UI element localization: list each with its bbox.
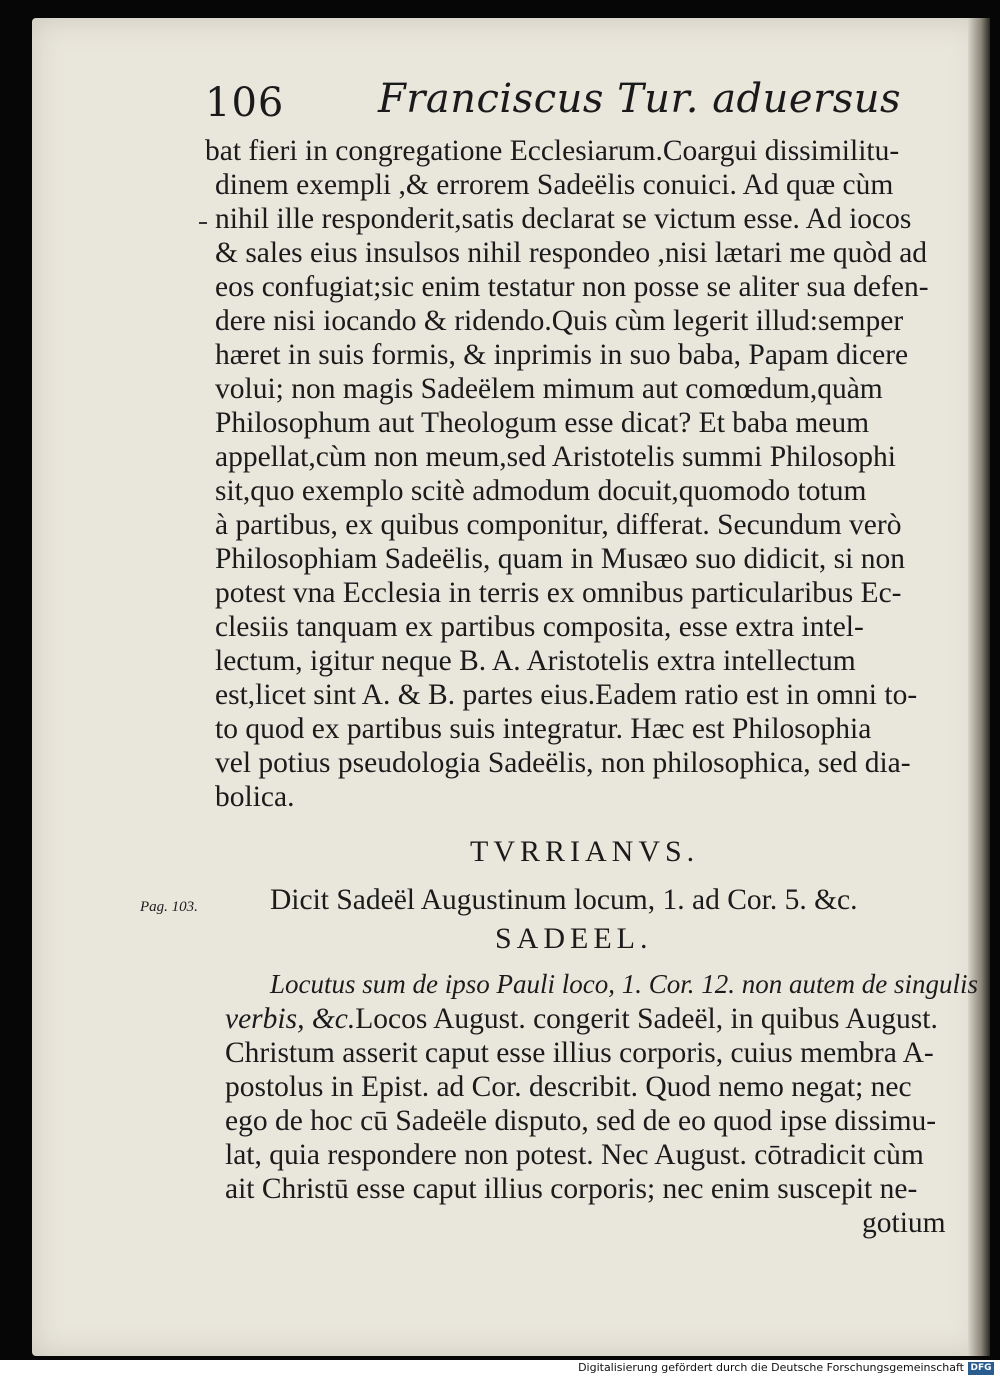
running-title: Franciscus Tur. aduersus	[378, 76, 902, 122]
text-line: & sales eius insulsos nihil respondeo ,nisi lætari me quòd ad	[215, 237, 928, 269]
page-number: 106	[205, 80, 285, 126]
text-line: hæret in suis formis, & inprimis in suo baba, Papam dicere	[215, 339, 909, 371]
text-line: ego de hoc cū Sadeële disputo, sed de eo quod ipse dissimu-	[225, 1105, 937, 1137]
text-line: appellat,cùm non meum,sed Aristotelis summi Philosophi	[215, 441, 896, 473]
sadeel-quote-end: verbis, &c.	[225, 1003, 356, 1035]
text-line: vel potius pseudologia Sadeëlis, non philosophica, sed dia-	[215, 747, 911, 779]
text-line: potest vna Ecclesia in terris ex omnibus particularibus Ec-	[215, 577, 902, 609]
section-heading-turrianus: TVRRIANVS.	[470, 835, 700, 868]
text-line: Philosophum aut Theologum esse dicat? Et baba meum	[215, 407, 870, 439]
text-line: bolica.	[215, 781, 295, 813]
sadeel-quote-line: Locutus sum de ipso Pauli loco, 1. Cor. 12. non autem de singulis	[270, 969, 978, 999]
text-line: dere nisi iocando & ridendo.Quis cùm legerit illud:semper	[215, 305, 904, 337]
text-line: postolus in Epist. ad Cor. describit. Quod nemo negat; nec	[225, 1071, 912, 1103]
text-line: eos confugiat;sic enim testatur non posse se aliter sua defen-	[215, 271, 929, 303]
catchword: gotium	[862, 1207, 946, 1239]
margin-dash-mark	[199, 222, 207, 224]
text-line: volui; non magis Sadeëlem mimum aut comœdum,quàm	[215, 373, 883, 405]
text-line: ait Christū esse caput illius corporis; nec enim suscepit ne-	[225, 1173, 918, 1205]
text-line: à partibus, ex quibus componitur, differat. Secundum verò	[215, 509, 902, 541]
turrianus-quote-line: Dicit Sadeël Augustinum locum, 1. ad Cor. 5. &c.	[270, 884, 858, 916]
funding-notice: Digitalisierung gefördert durch die Deutsche Forschungsgemeinschaft	[578, 1361, 964, 1374]
text-line: lat, quia respondere non potest. Nec August. cōtradicit cùm	[225, 1139, 924, 1171]
text-line: to quod ex partibus suis integratur. Hæc est Philosophia	[215, 713, 872, 745]
text-line: lectum, igitur neque B. A. Aristotelis extra intellectum	[215, 645, 856, 677]
text-line: est,licet sint A. & B. partes eius.Eadem ratio est in omni to-	[215, 679, 918, 711]
book-spine-edge	[968, 18, 990, 1356]
text-line: nihil ille responderit,satis declarat se victum esse. Ad iocos	[215, 203, 912, 235]
dfg-logo-icon: DFG	[968, 1362, 994, 1375]
sadeel-response-start: Locos August. congerit Sadeël, in quibus August.	[355, 1003, 938, 1035]
text-line: clesiis tanquam ex partibus composita, esse extra intel-	[215, 611, 864, 643]
sadeel-mixed-line	[225, 1003, 938, 1036]
margin-note: Pag. 103.	[140, 899, 198, 915]
text-line: Christum asserit caput esse illius corporis, cuius membra A-	[225, 1037, 934, 1069]
text-line: Philosophiam Sadeëlis, quam in Musæo suo didicit, si non	[215, 543, 905, 575]
text-line: dinem exempli ,& errorem Sadeëlis conuici. Ad quæ cùm	[215, 169, 894, 201]
section-heading-sadeel: SADEEL.	[495, 922, 653, 955]
text-line: sit,quo exemplo scitè admodum docuit,quomodo totum	[215, 475, 867, 507]
text-line: bat fieri in congregatione Ecclesiarum.Coargui dissimilitu-	[205, 135, 900, 167]
